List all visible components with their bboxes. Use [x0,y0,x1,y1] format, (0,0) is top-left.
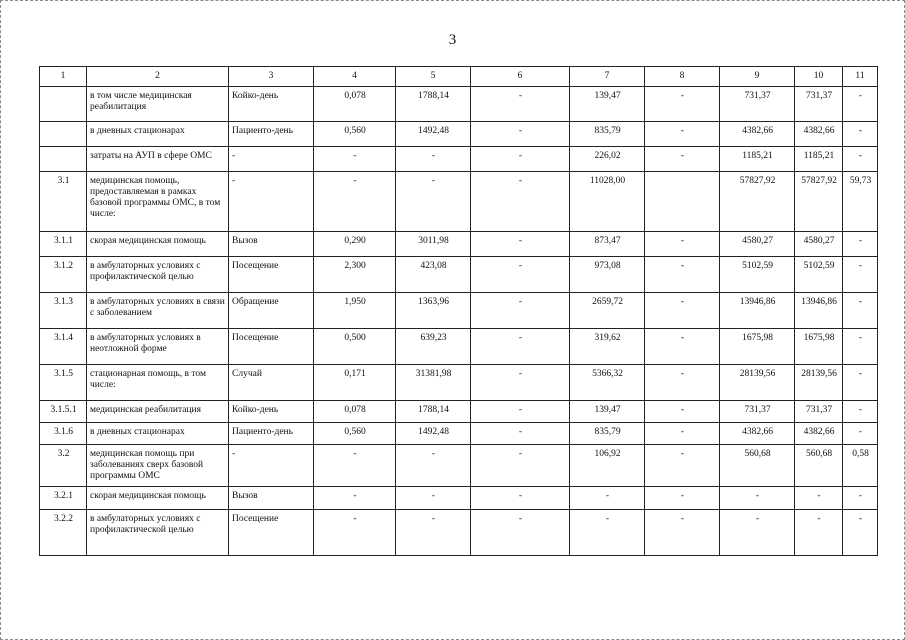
row-label-cell: в дневных стационарах [87,122,229,147]
value-cell: - [645,401,720,423]
value-cell: 57827,92 [720,172,795,232]
unit-cell: Вызов [229,487,314,510]
value-cell: - [645,423,720,445]
value-cell: 1185,21 [720,147,795,172]
table-row [40,147,878,172]
value-cell: - [645,445,720,487]
value-cell: 106,92 [570,445,645,487]
row-code-cell: 3.1.2 [40,257,87,293]
header-cell: 11 [843,67,878,87]
page-number: 3 [448,32,457,48]
table-row [40,445,878,487]
value-cell: - [471,232,570,257]
table-row [40,122,878,147]
value-cell: - [396,510,471,556]
value-cell: 1788,14 [396,87,471,122]
value-cell: 731,37 [720,401,795,423]
row-code-cell: 3.1.4 [40,329,87,365]
value-cell: 0,078 [314,401,396,423]
row-code-cell [40,147,87,172]
row-label-cell: в амбулаторных условиях в неотложной форме [87,329,229,365]
row-label-cell: стационарная помощь, в том числе: [87,365,229,401]
value-cell: - [843,423,878,445]
table-row [40,172,878,232]
value-cell: 0,560 [314,423,396,445]
header-cell: 1 [40,67,87,87]
header-cell: 5 [396,67,471,87]
value-cell: 59,73 [843,172,878,232]
value-cell: - [645,147,720,172]
row-code-cell: 3.1.5 [40,365,87,401]
value-cell: - [396,445,471,487]
row-code-cell [40,122,87,147]
value-cell: 4382,66 [795,122,843,147]
unit-cell: Вызов [229,232,314,257]
value-cell: 5366,32 [570,365,645,401]
row-code-cell: 3.2.2 [40,510,87,556]
value-cell: - [471,365,570,401]
value-cell: - [645,257,720,293]
value-cell: - [645,487,720,510]
value-cell: - [471,293,570,329]
table-row [40,293,878,329]
value-cell: - [645,293,720,329]
table-row [40,329,878,365]
value-cell: 0,500 [314,329,396,365]
value-cell: 3011,98 [396,232,471,257]
unit-cell: Посещение [229,510,314,556]
header-cell: 2 [87,67,229,87]
header-cell: 3 [229,67,314,87]
value-cell: 1363,96 [396,293,471,329]
row-label-cell: в амбулаторных условиях в связи с заболеванием [87,293,229,329]
unit-cell: Койко-день [229,87,314,122]
value-cell: 2659,72 [570,293,645,329]
unit-cell: Случай [229,365,314,401]
value-cell: - [471,147,570,172]
value-cell: 1492,48 [396,122,471,147]
value-cell: 4580,27 [720,232,795,257]
value-cell: 4382,66 [795,423,843,445]
table-row [40,423,878,445]
value-cell: - [843,329,878,365]
row-code-cell: 3.2 [40,445,87,487]
value-cell: 139,47 [570,87,645,122]
unit-cell: - [229,172,314,232]
value-cell: - [645,232,720,257]
value-cell: - [645,365,720,401]
unit-cell: Койко-день [229,401,314,423]
value-cell: - [471,122,570,147]
unit-cell: - [229,445,314,487]
header-cell: 10 [795,67,843,87]
value-cell: 0,171 [314,365,396,401]
unit-cell: - [229,147,314,172]
value-cell: 226,02 [570,147,645,172]
value-cell: 5102,59 [720,257,795,293]
value-cell: - [570,510,645,556]
row-label-cell: медицинская реабилитация [87,401,229,423]
table-row [40,257,878,293]
value-cell: 0,290 [314,232,396,257]
value-cell: - [720,487,795,510]
value-cell: - [570,487,645,510]
row-code-cell: 3.1.5.1 [40,401,87,423]
value-cell: 31381,98 [396,365,471,401]
value-cell: 1185,21 [795,147,843,172]
value-cell: 973,08 [570,257,645,293]
row-label-cell: медицинская помощь при заболеваниях сверх базовой программы ОМС [87,445,229,487]
data-table [39,66,878,556]
table-row [40,87,878,122]
unit-cell: Посещение [229,329,314,365]
value-cell: - [471,487,570,510]
value-cell: 873,47 [570,232,645,257]
value-cell: 731,37 [720,87,795,122]
value-cell: 4382,66 [720,423,795,445]
value-cell: 319,62 [570,329,645,365]
value-cell: 1,950 [314,293,396,329]
value-cell: - [471,329,570,365]
unit-cell: Посещение [229,257,314,293]
header-cell: 6 [471,67,570,87]
row-code-cell: 3.1.6 [40,423,87,445]
row-label-cell: скорая медицинская помощь [87,232,229,257]
value-cell: - [314,172,396,232]
value-cell: - [396,147,471,172]
value-cell: - [314,510,396,556]
value-cell: 1788,14 [396,401,471,423]
value-cell: 13946,86 [795,293,843,329]
value-cell: 28139,56 [720,365,795,401]
value-cell: 639,23 [396,329,471,365]
value-cell: - [471,172,570,232]
unit-cell: Пациенто-день [229,122,314,147]
value-cell: - [843,510,878,556]
value-cell: - [396,172,471,232]
value-cell: 835,79 [570,423,645,445]
value-cell: - [314,487,396,510]
value-cell [645,172,720,232]
value-cell: - [645,510,720,556]
value-cell: 1675,98 [720,329,795,365]
value-cell: 0,58 [843,445,878,487]
value-cell: - [645,122,720,147]
value-cell: - [843,87,878,122]
value-cell: - [720,510,795,556]
value-cell: - [471,423,570,445]
value-cell: - [843,401,878,423]
table-header-row [40,67,878,87]
value-cell: 1675,98 [795,329,843,365]
value-cell: 560,68 [720,445,795,487]
row-label-cell: в амбулаторных условиях с профилактической целью [87,257,229,293]
row-code-cell: 3.1 [40,172,87,232]
value-cell: 423,08 [396,257,471,293]
header-cell: 9 [720,67,795,87]
value-cell: - [843,122,878,147]
row-label-cell: скорая медицинская помощь [87,487,229,510]
value-cell: - [471,401,570,423]
value-cell: 5102,59 [795,257,843,293]
value-cell: 2,300 [314,257,396,293]
table-row [40,232,878,257]
unit-cell: Обращение [229,293,314,329]
value-cell: - [471,257,570,293]
unit-cell: Пациенто-день [229,423,314,445]
row-label-cell: в том числе медицинская реабилитация [87,87,229,122]
row-code-cell: 3.1.3 [40,293,87,329]
value-cell: - [471,510,570,556]
value-cell: - [843,487,878,510]
value-cell: - [645,87,720,122]
header-cell: 8 [645,67,720,87]
value-cell: - [471,445,570,487]
row-label-cell: медицинская помощь, предоставляемая в рамках базовой программы ОМС, в том числе: [87,172,229,232]
value-cell: 13946,86 [720,293,795,329]
value-cell: 731,37 [795,87,843,122]
value-cell: - [843,232,878,257]
value-cell: 0,078 [314,87,396,122]
value-cell: 835,79 [570,122,645,147]
row-label-cell: затраты на АУП в сфере ОМС [87,147,229,172]
value-cell: 731,37 [795,401,843,423]
value-cell: - [795,510,843,556]
table-row [40,401,878,423]
table-row [40,510,878,556]
header-cell: 7 [570,67,645,87]
row-label-cell: в амбулаторных условиях с профилактической целью [87,510,229,556]
value-cell: 0,560 [314,122,396,147]
value-cell: 28139,56 [795,365,843,401]
row-code-cell: 3.2.1 [40,487,87,510]
value-cell: - [795,487,843,510]
value-cell: 11028,00 [570,172,645,232]
value-cell: - [843,365,878,401]
value-cell: - [396,487,471,510]
table-row [40,487,878,510]
value-cell: 139,47 [570,401,645,423]
row-code-cell: 3.1.1 [40,232,87,257]
value-cell: 560,68 [795,445,843,487]
value-cell: 4580,27 [795,232,843,257]
value-cell: - [843,147,878,172]
row-label-cell: в дневных стационарах [87,423,229,445]
value-cell: - [471,87,570,122]
header-cell: 4 [314,67,396,87]
value-cell: - [843,293,878,329]
row-code-cell [40,87,87,122]
value-cell: 4382,66 [720,122,795,147]
value-cell: - [314,445,396,487]
value-cell: 1492,48 [396,423,471,445]
value-cell: - [314,147,396,172]
value-cell: - [843,257,878,293]
value-cell: 57827,92 [795,172,843,232]
value-cell: - [645,329,720,365]
table-row [40,365,878,401]
